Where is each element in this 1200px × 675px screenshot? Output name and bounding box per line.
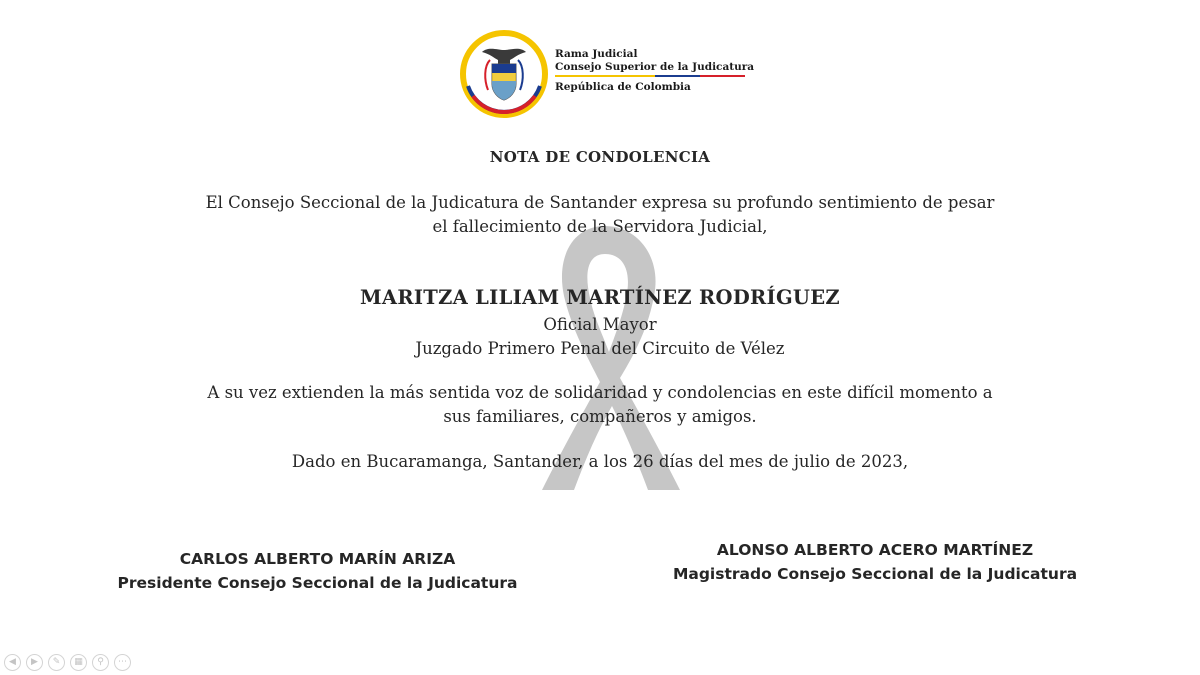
signer-role: Presidente Consejo Seccional de la Judicatura: [117, 574, 518, 592]
dated-line: Dado en Bucaramanga, Santander, a los 26 días del mes de julio de 2023,: [291, 452, 909, 471]
flag-left: [485, 60, 490, 90]
signer-name: ALONSO ALBERTO ACERO MARTÍNEZ: [716, 541, 1034, 559]
slides-grid-icon[interactable]: ▦: [70, 654, 87, 671]
letterhead-line-2: Consejo Superior de la Judicatura: [555, 61, 755, 73]
zoom-icon[interactable]: ⚲: [92, 654, 109, 671]
deceased-position: Oficial Mayor: [543, 315, 657, 334]
signature-block-president: [60, 547, 575, 595]
colombia-coat-of-arms-icon: [460, 30, 548, 118]
letterhead: [460, 30, 760, 120]
blue-bar: [655, 75, 700, 77]
solidarity-line-2: sus familiares, compañeros y amigos.: [443, 407, 757, 426]
letterhead-text: [555, 48, 755, 94]
signer-name: CARLOS ALBERTO MARÍN ARIZA: [179, 550, 456, 568]
deceased-office: Juzgado Primero Penal del Circuito de Vélez: [415, 339, 785, 358]
letterhead-line-1: Rama Judicial: [555, 48, 638, 60]
letterhead-line-3: República de Colombia: [555, 81, 691, 93]
signature-block-magistrate: [615, 538, 1135, 586]
intro-paragraph: [0, 191, 1200, 239]
solidarity-paragraph: [0, 381, 1200, 429]
deceased-name: MARITZA LILIAM MARTÍNEZ RODRÍGUEZ: [360, 286, 840, 309]
shield-middle-band: [492, 73, 516, 81]
pen-icon[interactable]: ✎: [48, 654, 65, 671]
slideshow-controls: [4, 654, 131, 672]
shield-top-band: [492, 64, 516, 73]
previous-slide-icon[interactable]: ◀: [4, 654, 21, 671]
document-title: NOTA DE CONDOLENCIA: [489, 148, 711, 166]
shield-bottom-band: [492, 81, 516, 100]
intro-line-2: el fallecimiento de la Servidora Judicial,: [432, 217, 768, 236]
flag-color-bars: [555, 75, 745, 79]
yellow-bar: [555, 75, 655, 77]
intro-line-1: El Consejo Seccional de la Judicatura de Santander expresa su profundo sentimiento de pesar: [205, 193, 995, 212]
flag-right: [518, 60, 523, 90]
signer-role: Magistrado Consejo Seccional de la Judicatura: [672, 565, 1078, 583]
solidarity-line-1: A su vez extienden la más sentida voz de solidaridad y condolencias en este difícil momento a: [207, 383, 993, 402]
red-bar: [700, 75, 745, 77]
more-options-icon[interactable]: ⋯: [114, 654, 131, 671]
next-slide-icon[interactable]: ▶: [26, 654, 43, 671]
